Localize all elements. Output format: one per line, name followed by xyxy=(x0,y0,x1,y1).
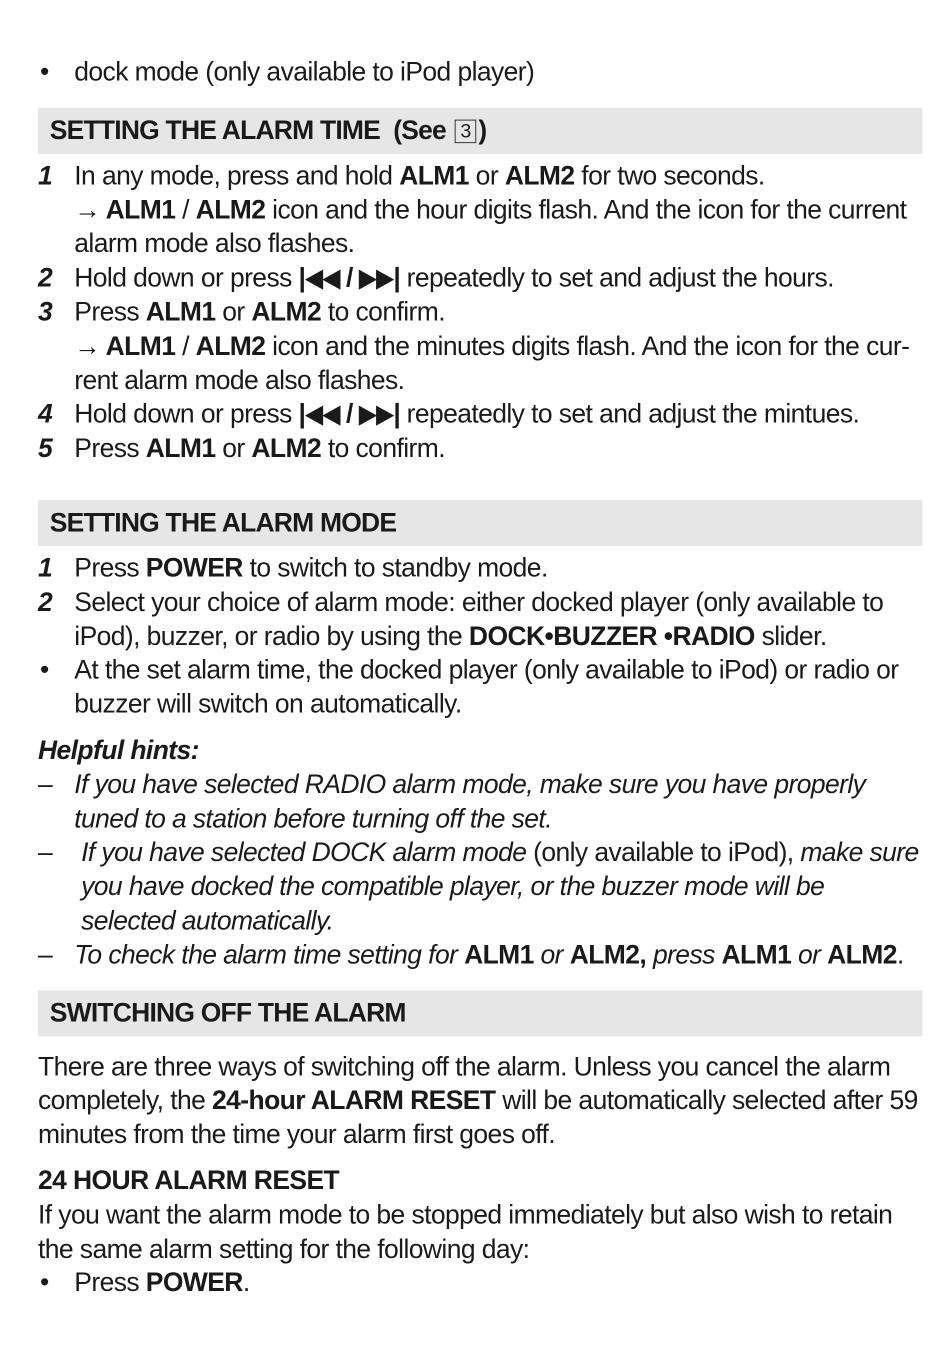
step-result: → ALM1 / ALM2 icon and the hour digits flash. And the icon for the current alarm mode also flashes. xyxy=(74,194,907,259)
section-heading-alarm-mode: SETTING THE ALARM MODE xyxy=(38,500,922,546)
list-item: • At the set alarm time, the docked player (only available to iPod) or radio or buzzer will switch on automatically. xyxy=(39,655,899,719)
step-item: 1 In any mode, press and hold ALM1 or ALM2 for two seconds. xyxy=(38,159,922,193)
prev-next-icon: |◀◀ / ▶▶| xyxy=(298,399,400,429)
bullet-marker: • xyxy=(39,655,49,685)
bullet-marker: • xyxy=(39,56,49,87)
section-heading-alarm-time: SETTING THE ALARM TIME (See 3 ) xyxy=(38,108,922,154)
step-item: 3 Press ALM1 or ALM2 to confirm. xyxy=(38,295,922,329)
list-item-text: dock mode (only available to iPod player) xyxy=(74,56,535,87)
step-number: 5 xyxy=(38,433,53,463)
step-number: 1 xyxy=(38,160,53,190)
step-number: 4 xyxy=(38,399,53,429)
step-item: 4 Hold down or press |◀◀ / ▶▶| repeatedly to set and adjust the mintues. xyxy=(38,397,922,431)
step-item: 2 Select your choice of alarm mode: either docked player (only available to iPod), buzzer, or radio by using the DOCK•BUZZER •RADIO slider. xyxy=(38,587,884,651)
arrow-right-icon: → xyxy=(74,194,101,225)
hint-item: – If you have selected DOCK alarm mode (only available to iPod), make sure you have docked the compatible player, or the buzzer mode will be selected automatically. xyxy=(38,837,919,936)
step-item: 2 Hold down or press |◀◀ / ▶▶| repeatedly to set and adjust the hours. xyxy=(38,261,922,295)
dash-marker: – xyxy=(38,769,53,799)
step-number: 2 xyxy=(38,587,53,617)
paragraph: There are three ways of switching off the alarm. Unless you cancel the alarm completely, the 24-hour ALARM RESET will be automatically selected after 59 minutes from the time your alarm first goes off. xyxy=(38,1051,918,1150)
list-item: • Press POWER. xyxy=(38,1266,922,1300)
step-item: 5 Press ALM1 or ALM2 to confirm. xyxy=(38,432,922,466)
sub-heading: 24 HOUR ALARM RESET xyxy=(38,1165,340,1196)
list-item xyxy=(38,55,922,89)
bullet-marker: • xyxy=(39,1267,49,1298)
step-result: → ALM1 / ALM2 icon and the minutes digits flash. And the icon for the cur-rent alarm mode also flashes. xyxy=(74,331,910,395)
arrow-right-icon: → xyxy=(74,331,101,361)
prev-next-icon: |◀◀ / ▶▶| xyxy=(298,262,400,293)
figure-reference-box: 3 xyxy=(455,119,477,143)
hint-item: – To check the alarm time setting for ALM1 or ALM2, press ALM1 or ALM2. xyxy=(38,938,922,972)
step-number: 3 xyxy=(38,297,53,327)
step-number: 1 xyxy=(38,552,53,583)
section-heading-switching-off: SWITCHING OFF THE ALARM xyxy=(38,990,922,1036)
dash-marker: – xyxy=(38,837,53,868)
manual-page xyxy=(38,0,922,1300)
paragraph: If you want the alarm mode to be stopped immediately but also wish to retain the same alarm setting for the following day: xyxy=(38,1199,893,1264)
hint-item: – If you have selected RADIO alarm mode, make sure you have properly tuned to a station before turning off the set. xyxy=(38,769,866,833)
step-item: 1 Press POWER to switch to standby mode. xyxy=(38,551,922,585)
dash-marker: – xyxy=(38,939,53,970)
hints-title: Helpful hints: xyxy=(38,735,199,765)
step-number: 2 xyxy=(38,262,53,293)
